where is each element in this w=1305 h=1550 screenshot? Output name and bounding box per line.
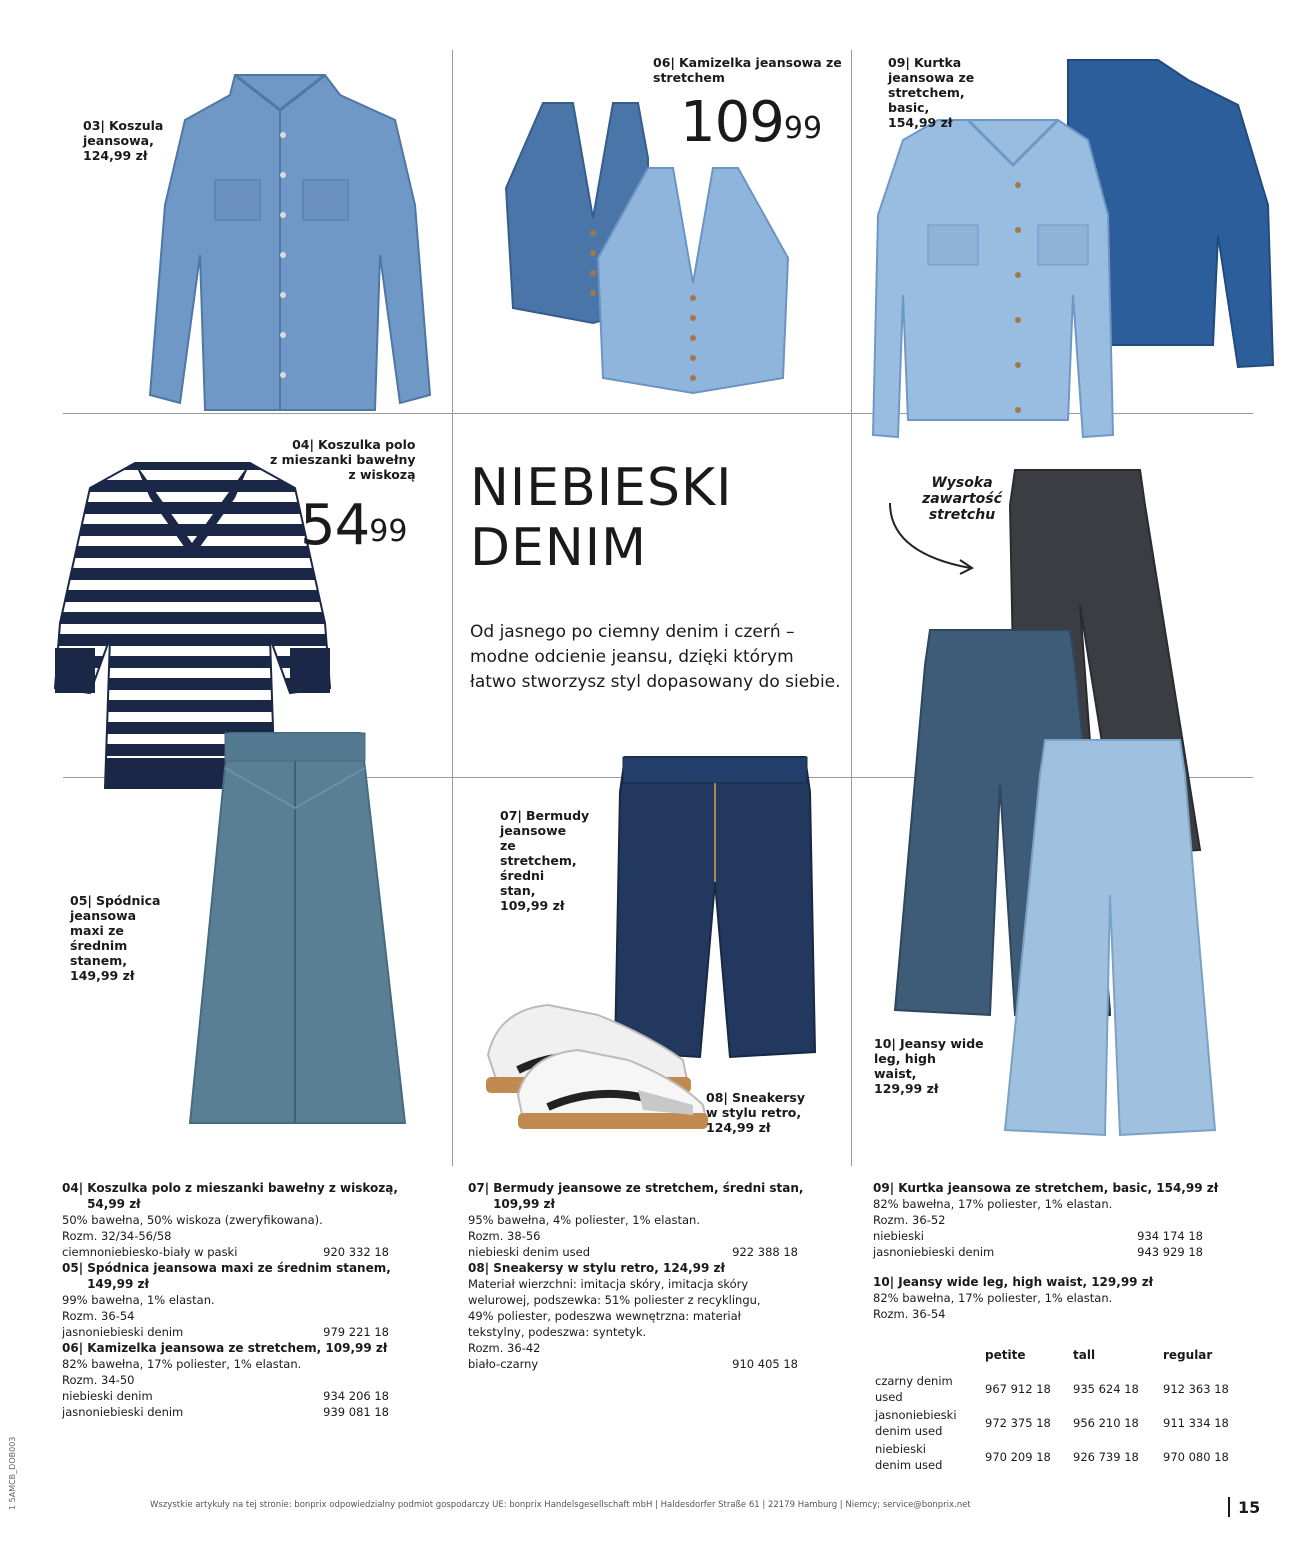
label-06-vest: 06| Kamizelka jeansowa ze stretchem — [653, 55, 842, 85]
product-detail: 99% bawełna, 1% elastan. — [62, 1293, 215, 1307]
size-cell-tall: 935 624 18 — [1073, 1382, 1139, 1396]
size-cell-regular: 970 080 18 — [1163, 1450, 1229, 1464]
label-09-jacket: 09| Kurtka jeansowa ze stretchem, basic, 154,99 zł — [888, 55, 975, 130]
size-cell-petite: 972 375 18 — [985, 1416, 1051, 1430]
size-table — [875, 1347, 1235, 1475]
variant-code: 920 332 18 — [323, 1245, 389, 1259]
product-detail: Rozm. 36-42 — [468, 1341, 541, 1355]
product-detail: 95% bawełna, 4% poliester, 1% elastan. — [468, 1213, 700, 1227]
variant-code: 910 405 18 — [732, 1357, 798, 1371]
label-10-jeans: 10| Jeansy wide leg, high waist, 129,99 zł — [874, 1036, 984, 1096]
variant-code: 934 174 18 — [1137, 1229, 1203, 1243]
size-cell-name: czarny denim used — [875, 1374, 953, 1404]
product-heading: 04| Koszulka polo z mieszanki bawełny z wiskozą, — [62, 1181, 398, 1195]
product-detail: 82% bawełna, 17% poliester, 1% elastan. — [62, 1357, 302, 1371]
intro-text: Od jasnego po ciemny denim i czerń – modne odcienie jeansu, dzięki którym łatwo stworzysz styl dopasowany do siebie. — [470, 622, 841, 692]
product-detail: Materiał wierzchni: imitacja skóry, imitacja skóry — [468, 1277, 749, 1291]
footer-legal: Wszystkie artykuły na tej stronie: bonprix odpowiedzialny podmiot gospodarczy UE: bonprix Handelsgesellschaft mbH | Haldesdorfer Straße 61 | 22179 Hamburg | Niemcy; service@bonprix.net — [150, 1500, 971, 1510]
size-cell-name: niebieski denim used — [875, 1442, 943, 1472]
variant-color: jasnoniebieski denim — [62, 1405, 184, 1419]
variant-row — [873, 1228, 1203, 1244]
variant-row — [62, 1404, 389, 1420]
size-header-tall: tall — [1073, 1348, 1096, 1362]
variant-color: ciemnoniebiesko-biały w paski — [62, 1245, 238, 1259]
product-heading: 08| Sneakersy w stylu retro, 124,99 zł — [468, 1261, 725, 1275]
size-table-row — [875, 1407, 1235, 1441]
grid-vertical-left — [452, 50, 453, 1166]
label-08-sneakers: 08| Sneakersy w stylu retro, 124,99 zł — [706, 1090, 805, 1135]
product-heading: 10| Jeansy wide leg, high waist, 129,99 zł — [873, 1275, 1154, 1289]
variant-color: jasnoniebieski denim — [62, 1325, 184, 1339]
size-cell-name: jasnoniebieski denim used — [875, 1408, 957, 1438]
description-column-right — [873, 1180, 1219, 1322]
headline-line2: DENIM — [470, 518, 647, 578]
denim-shirt-image — [125, 65, 445, 425]
size-cell-regular: 911 334 18 — [1163, 1416, 1229, 1430]
product-heading: 149,99 zł — [62, 1277, 149, 1291]
variant-row — [62, 1324, 389, 1340]
product-heading: 109,99 zł — [468, 1197, 555, 1211]
product-detail: welurowej, podszewka: 51% poliester z recyklingu, — [468, 1293, 761, 1307]
variant-row — [62, 1244, 389, 1260]
variant-code: 934 206 18 — [323, 1389, 389, 1403]
variant-color: jasnoniebieski denim — [873, 1245, 995, 1259]
product-detail: Rozm. 36-54 — [873, 1307, 946, 1321]
variant-code: 922 388 18 — [732, 1245, 798, 1259]
product-detail: Rozm. 36-54 — [62, 1309, 135, 1323]
size-cell-petite: 967 912 18 — [985, 1382, 1051, 1396]
spacer — [873, 1260, 1203, 1274]
product-detail: tekstylny, podeszwa: syntetyk. — [468, 1325, 647, 1339]
product-detail: Rozm. 38-56 — [468, 1229, 541, 1243]
price-06-vest: $109^{99}$ — [680, 90, 823, 155]
label-04-polo: 04| Koszulka polo z mieszanki bawełny z wiskozą — [270, 437, 416, 482]
label-05-skirt: 05| Spódnica jeansowa maxi ze średnim stanem, 149,99 zł — [70, 893, 161, 983]
size-cell-petite: 970 209 18 — [985, 1450, 1051, 1464]
variant-color: niebieski denim used — [468, 1245, 591, 1259]
label-03-shirt: 03| Koszula jeansowa, 124,99 zł — [83, 118, 164, 163]
variant-code: 943 929 18 — [1137, 1245, 1203, 1259]
product-heading: 06| Kamizelka jeansowa ze stretchem, 109,99 zł — [62, 1341, 388, 1355]
label-07-bermudas: 07| Bermudy jeansowe ze stretchem, średni stan, 109,99 zł — [500, 808, 590, 913]
stretch-callout: Wysoka zawartość stretchu — [922, 475, 1002, 523]
variant-code: 939 081 18 — [323, 1405, 389, 1419]
variant-row — [468, 1356, 798, 1372]
price-04-polo: $54^{99}$ — [300, 493, 408, 558]
size-header-petite: petite — [985, 1348, 1026, 1362]
description-column-left — [62, 1180, 398, 1420]
product-detail: Rozm. 34-50 — [62, 1373, 135, 1387]
size-cell-regular: 912 363 18 — [1163, 1382, 1229, 1396]
product-heading: 09| Kurtka jeansowa ze stretchem, basic, 154,99 zł — [873, 1181, 1219, 1195]
variant-color: biało-czarny — [468, 1357, 539, 1371]
variant-row — [468, 1244, 798, 1260]
variant-row — [62, 1388, 389, 1404]
product-heading: 07| Bermudy jeansowe ze stretchem, średni stan, — [468, 1181, 804, 1195]
variant-color: niebieski — [873, 1229, 924, 1243]
size-cell-tall: 956 210 18 — [1073, 1416, 1139, 1430]
product-detail: 82% bawełna, 17% poliester, 1% elastan. — [873, 1291, 1113, 1305]
denim-skirt-image — [185, 728, 415, 1128]
size-header-empty — [875, 1347, 985, 1373]
retro-sneakers-image — [478, 985, 708, 1135]
size-table-grid — [875, 1347, 1235, 1475]
variant-color: niebieski denim — [62, 1389, 153, 1403]
size-table-body — [875, 1373, 1235, 1475]
page-headline — [470, 458, 732, 578]
page-number: 15 — [1238, 1498, 1261, 1517]
size-table-header — [875, 1347, 1235, 1373]
size-table-row — [875, 1441, 1235, 1475]
size-cell-tall: 926 739 18 — [1073, 1450, 1139, 1464]
product-detail: 49% poliester, podeszwa wewnętrzna: materiał — [468, 1309, 741, 1323]
product-detail: Rozm. 36-52 — [873, 1213, 946, 1227]
grid-vertical-right — [851, 50, 852, 1166]
page-number-divider — [1228, 1497, 1230, 1517]
product-detail: 82% bawełna, 17% poliester, 1% elastan. — [873, 1197, 1113, 1211]
variant-code: 979 221 18 — [323, 1325, 389, 1339]
headline-line1: NIEBIESKI — [470, 458, 733, 518]
product-detail: 50% bawełna, 50% wiskoza (zweryfikowana). — [62, 1213, 323, 1227]
product-heading: 05| Spódnica jeansowa maxi ze średnim stanem, — [62, 1261, 391, 1275]
description-column-middle — [468, 1180, 804, 1372]
size-header-regular: regular — [1163, 1348, 1213, 1362]
product-heading: 54,99 zł — [62, 1197, 141, 1211]
variant-row — [873, 1244, 1203, 1260]
size-table-row — [875, 1373, 1235, 1407]
side-code: 1 5AMCB_DOB003 — [8, 1436, 17, 1510]
product-detail: Rozm. 32/34-56/58 — [62, 1229, 172, 1243]
